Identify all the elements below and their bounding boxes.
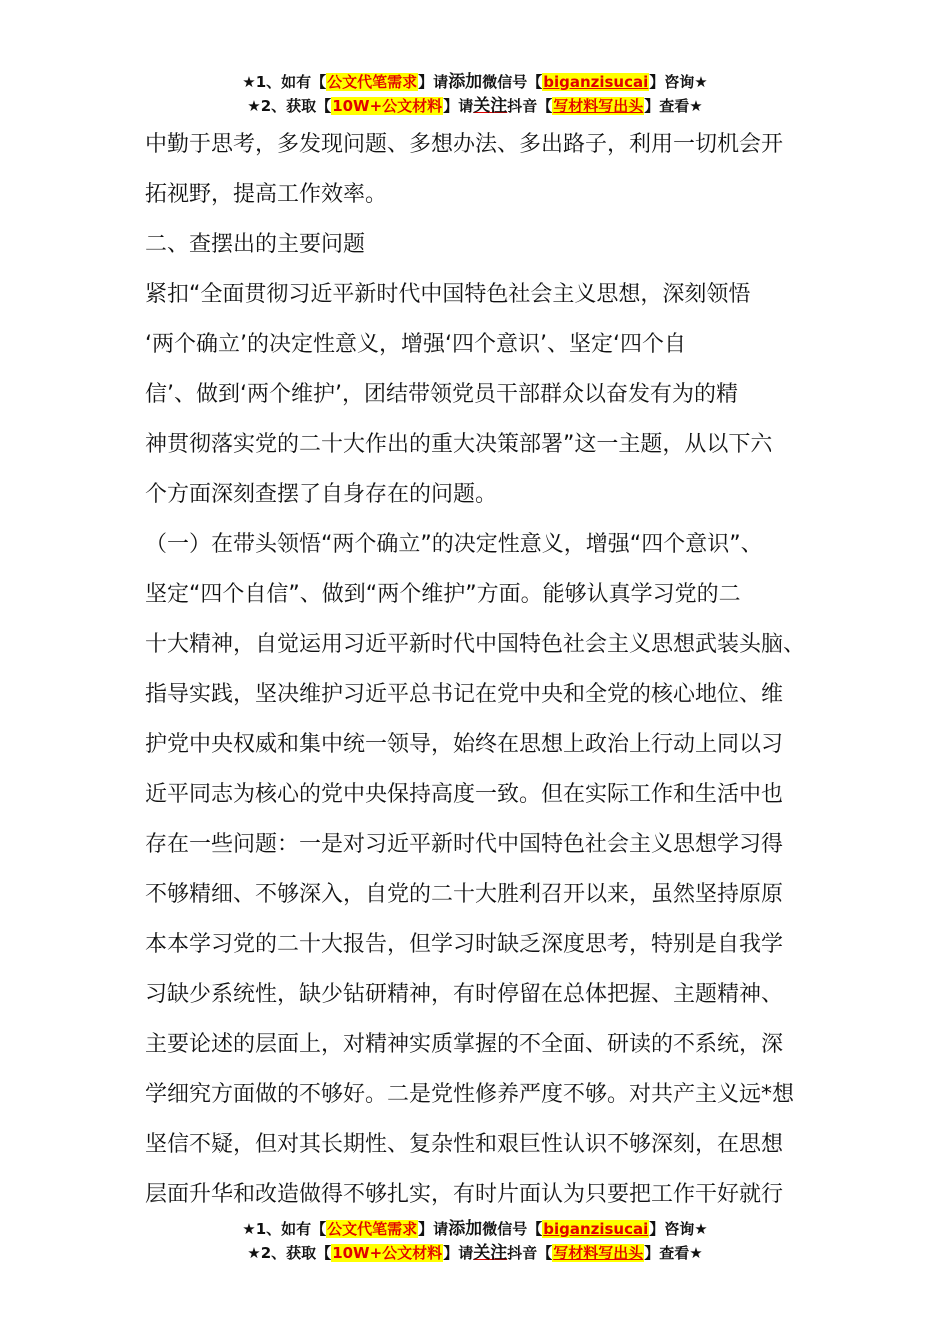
banner-text: ★1、如有【 bbox=[242, 73, 327, 91]
banner-highlight: 公文代笔需求 bbox=[327, 73, 418, 91]
body-line: 近平同志为核心的党中央保持高度一致。但在实际工作和生活中也 bbox=[145, 782, 784, 807]
body-line: 层面升华和改造做得不够扎实，有时片面认为只要把工作干好就行 bbox=[145, 1182, 784, 1207]
footer-banner-line-2 bbox=[0, 1241, 950, 1265]
banner-text: 】请 bbox=[418, 73, 449, 91]
banner-emphasis: 添加 bbox=[448, 72, 483, 92]
body-line: 学细究方面做的不够好。二是党性修养严度不够。对共产主义远*想 bbox=[145, 1082, 795, 1107]
banner-douyin-id: 写材料写出头 bbox=[553, 1244, 644, 1262]
banner-text: 】咨询★ bbox=[649, 73, 708, 91]
banner-text: 抖音【 bbox=[507, 97, 553, 115]
banner-emphasis: 关注 bbox=[473, 1243, 508, 1263]
body-line: 拓视野，提高工作效率。 bbox=[145, 182, 388, 207]
footer-banner-line-1 bbox=[0, 1217, 950, 1241]
banner-text: ★2、获取【 bbox=[247, 1244, 332, 1262]
banner-highlight: 10W+公文材料 bbox=[332, 97, 443, 115]
banner-text: 】查看★ bbox=[644, 97, 703, 115]
banner-text: 微信号【 bbox=[482, 1220, 543, 1238]
body-line: 习缺少系统性，缺少钻研精神，有时停留在总体把握、主题精神、 bbox=[145, 982, 784, 1007]
banner-text: 】请 bbox=[418, 1220, 449, 1238]
body-line: ‘两个确立’的决定性意义，增强‘四个意识’、坚定‘四个自 bbox=[145, 332, 686, 357]
banner-text: ★1、如有【 bbox=[242, 1220, 327, 1238]
body-line: （一）在带头领悟“两个确立”的决定性意义，增强“四个意识”、 bbox=[145, 532, 763, 557]
header-banner bbox=[0, 70, 950, 118]
body-line: 坚信不疑，但对其长期性、复杂性和艰巨性认识不够深刻，在思想 bbox=[145, 1132, 784, 1157]
body-line: 信’、做到‘两个维护’，团结带领党员干部群众以奋发有为的精 bbox=[145, 382, 738, 407]
banner-text: 】查看★ bbox=[644, 1244, 703, 1262]
body-line: 护党中央权威和集中统一领导，始终在思想上政治上行动上同以习 bbox=[145, 732, 784, 757]
banner-wechat-id: biganzisucai bbox=[543, 1220, 649, 1238]
banner-text: 抖音【 bbox=[507, 1244, 553, 1262]
section-heading: 二、查摆出的主要问题 bbox=[145, 232, 366, 257]
header-banner-line-2 bbox=[0, 94, 950, 118]
header-banner-line-1 bbox=[0, 70, 950, 94]
body-line: 中勤于思考，多发现问题、多想办法、多出路子，利用一切机会开 bbox=[145, 132, 784, 157]
body-line: 主要论述的层面上，对精神实质掌握的不全面、研读的不系统，深 bbox=[145, 1032, 784, 1057]
body-line: 不够精细、不够深入，自党的二十大胜利召开以来，虽然坚持原原 bbox=[145, 882, 784, 907]
banner-highlight: 公文代笔需求 bbox=[327, 1220, 418, 1238]
body-line: 十大精神，自觉运用习近平新时代中国特色社会主义思想武装头脑、 bbox=[145, 632, 806, 657]
body-line: 个方面深刻查摆了自身存在的问题。 bbox=[145, 482, 498, 507]
banner-highlight: 10W+公文材料 bbox=[332, 1244, 443, 1262]
body-line: 紧扣“全面贯彻习近平新时代中国特色社会主义思想，深刻领悟 bbox=[145, 282, 751, 307]
banner-text: ★2、获取【 bbox=[247, 97, 332, 115]
body-line: 神贯彻落实党的二十大作出的重大决策部署”这一主题，从以下六 bbox=[145, 432, 773, 457]
banner-douyin-id: 写材料写出头 bbox=[553, 97, 644, 115]
banner-emphasis: 关注 bbox=[473, 96, 508, 116]
body-line: 指导实践，坚决维护习近平总书记在党中央和全党的核心地位、维 bbox=[145, 682, 784, 707]
banner-text: 】咨询★ bbox=[649, 1220, 708, 1238]
banner-text: 微信号【 bbox=[482, 73, 543, 91]
body-line: 存在一些问题：一是对习近平新时代中国特色社会主义思想学习得 bbox=[145, 832, 784, 857]
banner-text: 】请 bbox=[443, 97, 474, 115]
document-body bbox=[145, 120, 817, 1220]
body-line: 坚定“四个自信”、做到“两个维护”方面。能够认真学习党的二 bbox=[145, 582, 741, 607]
banner-wechat-id: biganzisucai bbox=[543, 73, 649, 91]
banner-text: 】请 bbox=[443, 1244, 474, 1262]
banner-emphasis: 添加 bbox=[448, 1219, 483, 1239]
body-line: 本本学习党的二十大报告，但学习时缺乏深度思考，特别是自我学 bbox=[145, 932, 784, 957]
footer-banner bbox=[0, 1217, 950, 1265]
